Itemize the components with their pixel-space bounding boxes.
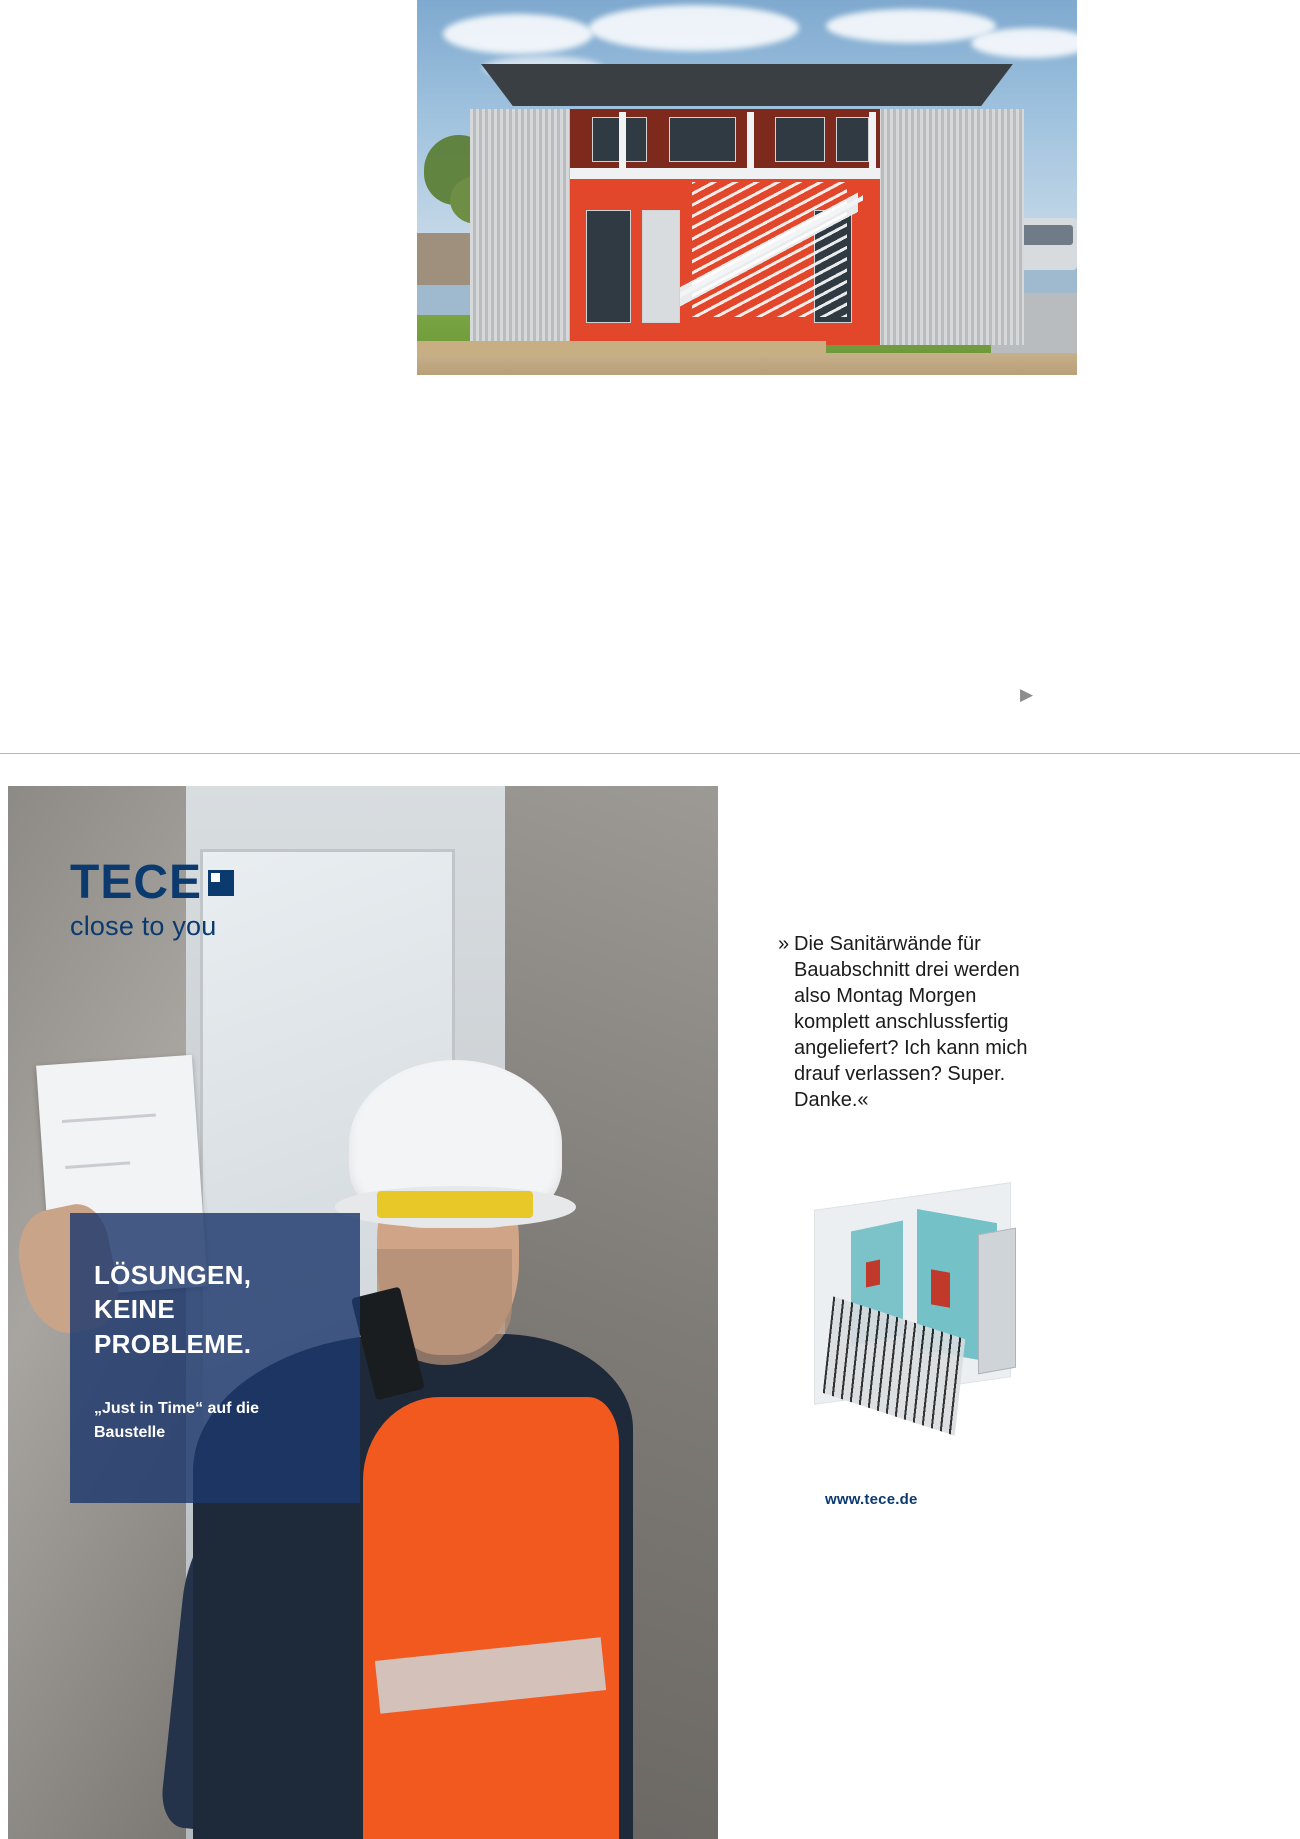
cloud	[971, 28, 1077, 58]
continuation-arrow-icon: ▶	[1020, 685, 1034, 704]
ad-headline-line-1: LÖSUNGEN,	[94, 1260, 252, 1290]
ad-website-link[interactable]: www.tece.de	[825, 1491, 918, 1508]
ad-headline-box	[70, 1213, 360, 1503]
building-photo	[417, 0, 1077, 375]
kerb	[417, 341, 826, 356]
installation-panel	[978, 1228, 1016, 1375]
safety-vest	[363, 1397, 619, 1839]
fitting-module-left	[866, 1260, 880, 1288]
fitting-module-right	[931, 1269, 950, 1307]
ad-subline-line-1: „Just in Time“ auf die	[94, 1399, 260, 1417]
roof	[481, 64, 1013, 106]
tece-square-icon	[208, 870, 234, 896]
ad-quote	[778, 931, 1048, 1113]
section-divider	[0, 753, 1300, 754]
tece-claim: close to you	[70, 911, 217, 941]
advertisement	[0, 786, 1300, 1839]
stair-railing	[680, 165, 863, 323]
product-render-bathroom	[795, 1186, 1030, 1436]
cloud	[826, 9, 996, 43]
tece-wordmark	[70, 856, 234, 909]
window	[669, 117, 736, 162]
window	[642, 210, 681, 323]
ad-subline-line-2: Baustelle	[94, 1423, 166, 1441]
quote-open-mark: »	[778, 933, 790, 955]
parked-car	[1018, 218, 1077, 271]
cloud	[443, 14, 593, 54]
tece-logo	[70, 856, 234, 942]
column	[619, 112, 626, 174]
ad-headline-line-3: PROBLEME.	[94, 1328, 252, 1359]
ad-subline	[94, 1397, 332, 1444]
door	[586, 210, 630, 323]
apartment-building	[470, 64, 1024, 345]
tece-wordmark-text: TECE	[70, 856, 203, 909]
ad-headline	[94, 1258, 332, 1361]
ad-headline-line-2: KEINE	[94, 1294, 175, 1325]
column	[869, 112, 876, 174]
window	[836, 117, 869, 162]
quote-text: Die Sanitärwände für Bauabschnitt drei werden also Montag Morgen komplett anschlussfertig angeliefert? Ich kann mich drauf verlassen? Super. Danke.«	[794, 933, 1028, 1111]
window	[775, 117, 825, 162]
cloud	[589, 5, 799, 51]
helmet-band	[377, 1191, 533, 1217]
